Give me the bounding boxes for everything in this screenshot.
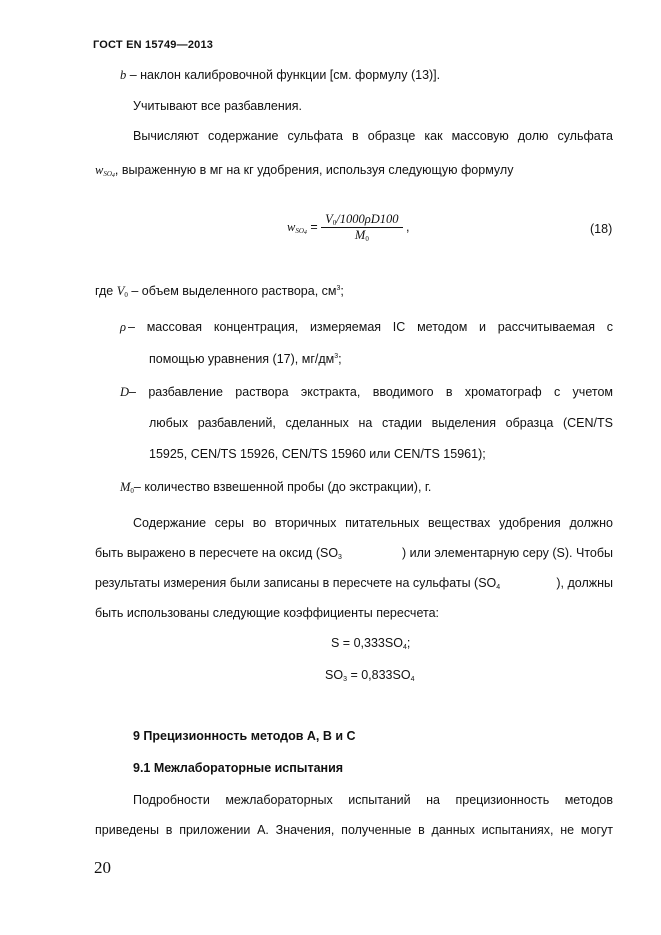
sulfur-line2-a: быть выражено в пересчете на оксид (SO: [95, 546, 339, 560]
formula-num-v: V: [325, 212, 333, 226]
formula-numerator: [321, 212, 402, 228]
v0-end: ;: [340, 284, 344, 298]
formula-trail: ,: [402, 219, 410, 234]
conversion-so3: [325, 668, 414, 683]
paragraph-compute-line2: [95, 163, 513, 179]
conv2-sub2: 4: [410, 676, 415, 683]
paragraph-details-line2: приведены в приложении А. Значения, полученные в данных испытаниях, не могут: [95, 823, 613, 837]
w-subscript-index: 4: [111, 173, 115, 179]
paragraph-sulfur-line1: Содержание серы во вторичных питательных веществах удобрения должно: [133, 516, 613, 530]
rho-end: ;: [338, 352, 342, 366]
definition-d-line1: [120, 385, 613, 400]
paragraph-compute-line1: Вычисляют содержание сульфата в образце как массовую долю сульфата: [133, 129, 613, 143]
conv1-b: ;: [406, 636, 411, 650]
paragraph-details-line1: Подробности межлабораторных испытаний на прецизионность методов: [133, 793, 613, 807]
paragraph-compute-line2-text: , выраженную в мг на кг удобрения, используя следующую формулу: [114, 163, 514, 177]
formula-lhs: w: [287, 219, 296, 234]
d-symbol: D: [120, 385, 130, 399]
formula-18: [287, 212, 410, 243]
formula-lhs-sub: SO: [295, 226, 304, 235]
conversion-s: [331, 636, 410, 651]
rho-symbol: ρ: [120, 320, 126, 334]
m0-text: – количество взвешенной пробы (до экстракции), г.: [133, 480, 432, 494]
rho-line2-text: помощью уравнения (17), мг/дм: [149, 352, 335, 366]
v0-sub: 0: [124, 291, 128, 299]
formula-lhs-sub-idx: 4: [303, 229, 307, 236]
paragraph-sulfur-line2: [95, 546, 613, 561]
sulfur-line2-b: ) или элементарную серу (S). Чтобы: [401, 546, 613, 560]
v0-text: – объем выделенного раствора, см: [127, 284, 337, 298]
formula-denominator: [321, 228, 402, 243]
w-symbol: w: [95, 163, 104, 177]
document-header: ГОСТ EN 15749—2013: [93, 39, 214, 51]
v0-symbol: V: [116, 284, 125, 298]
section-9-1-heading: 9.1 Межлабораторные испытания: [133, 761, 344, 775]
formula-num-rest: /1000ρD100: [336, 212, 399, 226]
conv2-a: SO: [325, 668, 344, 682]
where-v0: [95, 284, 344, 299]
definition-d-line2: любых разбавлений, сделанных на стадии выделения образца (CEN/TS: [149, 416, 613, 430]
conv2-sub1: 3: [343, 676, 347, 683]
definition-b: [120, 68, 440, 83]
sulfur-line3-b: ), должны: [556, 576, 613, 590]
formula-eq: =: [306, 219, 322, 234]
paragraph-dilution: Учитывают все разбавления.: [133, 99, 302, 113]
m0-sub: 0: [130, 487, 134, 495]
v0-sup: 3: [336, 284, 341, 292]
conv1-a: S = 0,333SO: [331, 636, 403, 650]
w-subscript: SO: [103, 170, 112, 178]
definition-rho-line1: [120, 320, 613, 335]
rho-sup: 3: [334, 352, 339, 360]
formula-number: (18): [590, 222, 613, 236]
paragraph-sulfur-line4: быть использованы следующие коэффициенты пересчета:: [95, 606, 439, 620]
page-number: 20: [94, 858, 111, 877]
definition-d-line3: 15925, CEN/TS 15926, CEN/TS 15960 или CEN/TS 15961);: [149, 447, 486, 461]
sulfur-line3-a-wrap: [95, 576, 500, 591]
section-9-heading: 9 Прецизионность методов А, В и С: [133, 729, 356, 743]
formula-den-m-sub: 0: [365, 235, 369, 243]
sulfur-line3-a: результаты измерения были записаны в пересчете на сульфаты (SO: [95, 576, 497, 590]
formula-den-m: M: [354, 228, 366, 242]
where-prefix: где: [95, 284, 117, 298]
formula-fraction: [321, 212, 402, 243]
d-line1-text: – разбавление раствора экстракта, вводимого в хроматограф с учетом: [129, 385, 613, 399]
sulfur-line2-sub: 3: [338, 554, 342, 561]
m0-symbol: M: [120, 480, 131, 494]
definition-rho-line2: [149, 352, 342, 366]
sulfur-line3-sub: 4: [496, 584, 501, 591]
symbol-b: b: [120, 68, 127, 82]
definition-m0: [120, 480, 431, 495]
conv1-sub: 4: [402, 644, 407, 651]
definition-b-text: – наклон калибровочной функции [см. формулу (13)].: [126, 68, 441, 82]
conv2-b: = 0,833SO: [346, 668, 411, 682]
rho-line1-text: – массовая концентрация, измеряемая IC методом и рассчитываемая с: [128, 320, 613, 334]
paragraph-sulfur-line3: [95, 576, 613, 591]
formula-num-v-sub: 0: [332, 219, 337, 227]
sulfur-line2-a-wrap: [95, 546, 342, 561]
